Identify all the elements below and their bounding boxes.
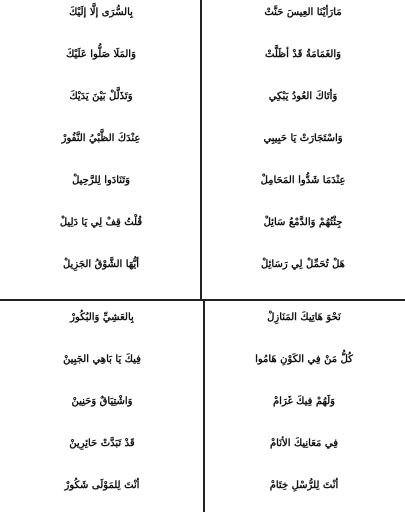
verse-line: فِيكَ يَا بَاهِي الجَبِينْ (63, 354, 141, 365)
verse-line: أنْتَ لِلمَوْلَى شَكُورْ (64, 480, 140, 491)
verse-block-top-right (208, 0, 398, 298)
column-divider-top (200, 0, 202, 300)
verse-line: نَحْوَ هَاتِيكَ المَنَازِلْ (267, 312, 341, 323)
verse-line: هَلْ تُحَمِّلْ لِي رَسَائِلْ (261, 259, 345, 270)
verse-line: وَلَهُمْ فِيكَ غَرَامْ (272, 396, 336, 407)
verse-line: وَتَذَلَّلْ بَيْنَ يَدَيْكَ (69, 91, 133, 102)
verse-line: أنْتَ لِلرُّسْلِ خِتَامْ (269, 480, 339, 491)
verse-line: وَاشْتِيَاقٌ وَحَنِينْ (71, 396, 133, 407)
verse-line: بِالسُّرَى إلَّا إلَيْكَ (69, 7, 133, 18)
column-divider-bottom (203, 300, 205, 512)
verse-line: وَأتَاكَ العُودُ يَبْكِي (268, 91, 338, 102)
verse-line: عِنْدَكَ الظَّبْيُ النَّفُورْ (61, 133, 141, 144)
verse-line: وَتَنَادَوا لِلرَّحِيلْ (72, 175, 130, 186)
verse-line: عِنْدَمَا شَدُّوا المَحَامِلْ (260, 175, 346, 186)
verse-block-bottom-left (6, 301, 198, 512)
verse-line: وَالمَلَا صَلُّوا عَلَيْكَ (66, 49, 136, 60)
verse-line: قَدْ تَبَدَّتْ حَائِرِينْ (69, 438, 135, 449)
verse-line: بِالعَشِيِّ وَالبُكُورْ (70, 312, 134, 323)
verse-line: أيُّهَا الشَّوْقُ الجَزِيلْ (62, 259, 139, 270)
verse-line: فِي مَعَانِيكَ الأنَامْ (269, 438, 339, 449)
verse-block-bottom-right (210, 301, 398, 512)
verse-line: جِئْتُهُمْ وَالدَّمْعُ سَائِلْ (263, 217, 343, 228)
verse-line: مَارَأيْنَا العِيسَ حَنَّتْ (264, 7, 342, 18)
verse-block-top-left (6, 0, 196, 298)
verse-line: كُلُّ مَنْ فِي الكَوْنِ هَامُوا (255, 354, 353, 365)
verse-line: قُلْتُ قِفْ لِي يَا دَلِيلْ (59, 217, 143, 228)
verse-line: وَالغَمَامَةُ قَدْ أظَلَّتْ (265, 49, 341, 60)
verse-line: وَاسْتَجَارَتْ يَا حَبِيبِي (263, 133, 343, 144)
